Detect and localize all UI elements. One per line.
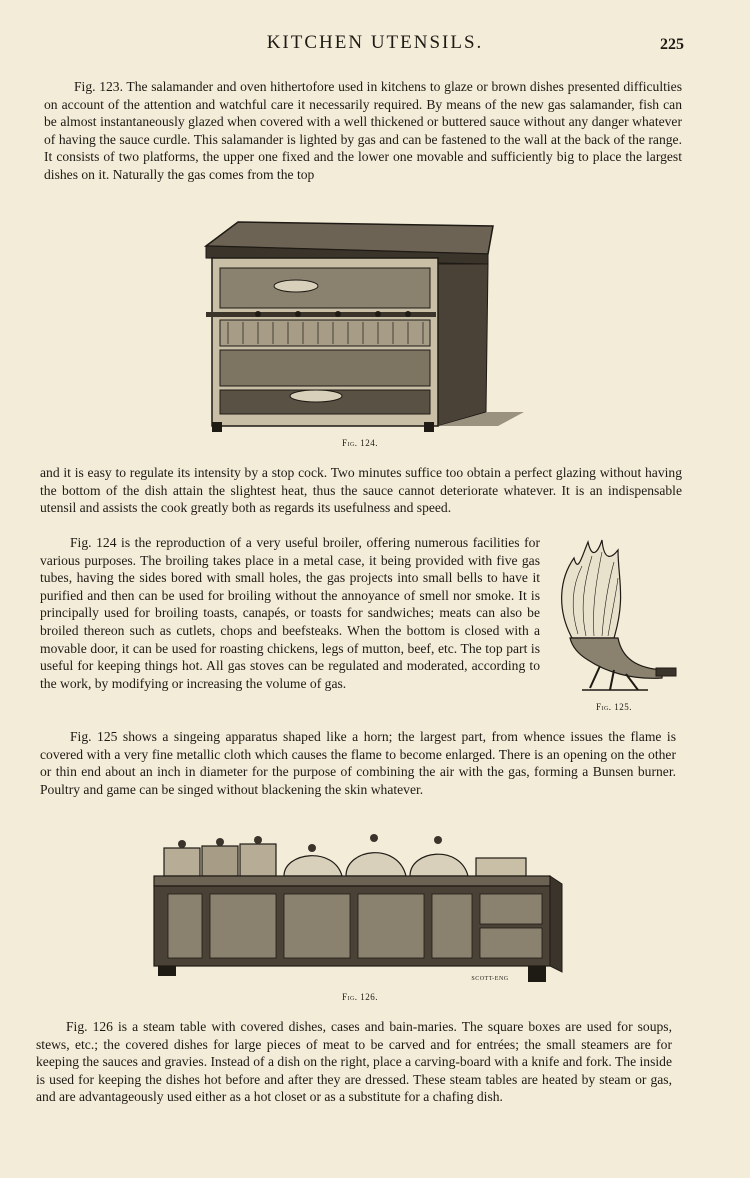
page-title: KITCHEN UTENSILS. — [266, 32, 484, 53]
fig126-engraver-mark: SCOTT-ENG — [471, 976, 509, 982]
fig124-caption: Fig. 124. — [341, 438, 379, 448]
fig125-singeing-horn-illustration — [552, 538, 678, 698]
paragraph-fig126: Fig. 126 is a steam table with covered dishes, cases and bain-maries. The square boxes are used for soups, stews, etc.; the covered dishes for large pieces of meat to be carved and for entrées; the small steamers are for keeping the sauces and gravies. Instead of a dish on the right, place a carving-board with a knife and fork. The inside is used for keeping the dishes hot before and after they are dressed. These steam tables are heated by steam or gas, and are advantageously used either as a hot closet or as a substitute for a chafing dish. — [36, 1019, 672, 1105]
paragraph-glazing-continued: and it is easy to regulate its intensity by a stop cock. Two minutes suffice too obtain a perfect glazing without having the bottom of the dish attain the slightest heat, thus the sauce cannot deteriorate whatever. It is an indispensable utensil and assists the cook greatly both as regards its usefulness and speed. — [40, 465, 682, 516]
fig125-caption: Fig. 125. — [595, 702, 633, 712]
fig124-broiler-illustration — [198, 216, 528, 436]
paragraph-fig124: Fig. 124 is the reproduction of a very useful broiler, offering numerous facilities for various purposes. The broiling takes place in a metal case, it being provided with five gas tubes, having the sides bored with small holes, the gas projects into small bells to have it purified and then can be used for broiling without the annoyance of smell nor smoke. It is principally used for broiling toasts, canapés, or toasts for sandwiches; meats can also be broiled thereon such as cutlets, chops and beefsteaks. When the bottom is closed with a movable door, it can be used for roasting chickens, legs of mutton, beef, etc. The top part is useful for keeping things hot. All gas stoves can be regulated and moderated, according to the work, by modifying or increasing the volume of gas. — [40, 535, 540, 691]
fig126-caption: Fig. 126. — [341, 992, 379, 1002]
fig126-steam-table-illustration — [150, 822, 566, 994]
paragraph-fig125: Fig. 125 shows a singeing apparatus shaped like a horn; the largest part, from whence issues the flame is covered with a very fine metallic cloth which causes the flame to become enlarged. There is an opening on the other or thin end about an inch in diameter for the purpose of combining the air with the gas, forming a Bunsen burner. Poultry and game can be singed without blackening the skin whatever. — [40, 729, 676, 797]
running-head — [0, 32, 750, 56]
page-number: 225 — [660, 36, 684, 53]
paragraph-fig123: Fig. 123. The salamander and oven hithertofore used in kitchens to glaze or brown dishes presented difficulties on account of the attention and watchful care it necessarily required. By means of the new gas salamander, fish can be almost instantaneously glazed when covered with a well thickened or buttered sauce without any danger whatever of having the sauce curdle. This salamander is lighted by gas and can be fastened to the wall at the back of the range. It consists of two platforms, the upper one fixed and the lower one movable and sufficiently big to place the largest dishes on it. Naturally the gas comes from the top — [44, 79, 682, 182]
